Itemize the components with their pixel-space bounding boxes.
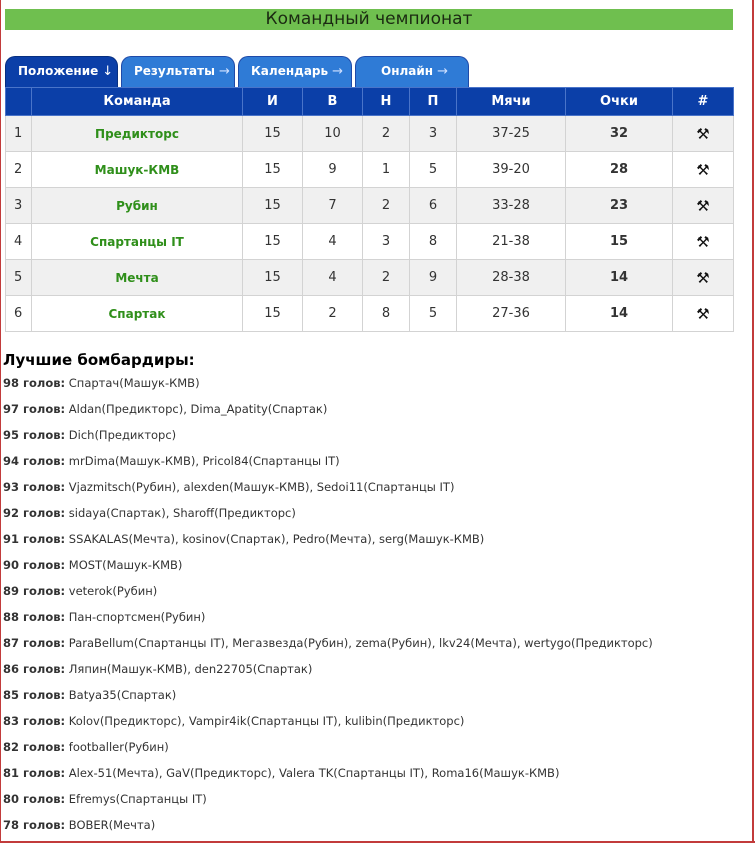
scorer-names: sidaya(Спартак), Sharoff(Предикторс): [68, 506, 296, 520]
action-cell: [673, 260, 734, 296]
tab-standings[interactable]: [5, 56, 118, 87]
tab-results-label: Результаты: [134, 64, 215, 78]
scorer-names: mrDima(Машук-КМВ), Pricol84(Спартанцы IT): [68, 454, 340, 468]
won-cell: 9: [303, 152, 363, 188]
scorer-names: ParaBellum(Спартанцы IT), Мегазвезда(Рубин), zema(Рубин), lkv24(Мечта), wertygo(Предикторс): [68, 636, 653, 650]
goal-count: 85 голов:: [3, 688, 66, 702]
table-row: [6, 188, 734, 224]
window-border-left: [0, 0, 1, 843]
won-cell: 2: [303, 296, 363, 332]
scorer-names: Batya35(Спартак): [68, 688, 177, 702]
column-header-position: [6, 88, 32, 116]
draw-cell: 2: [363, 116, 410, 152]
action-cell: [673, 116, 734, 152]
points-cell: 28: [566, 152, 673, 188]
scorer-names: Alex-51(Мечта), GaV(Предикторс), Valera TK(Спартанцы IT), Roma16(Машук-КМВ): [68, 766, 560, 780]
table-row: [6, 152, 734, 188]
scorer-names: Vjazmitsch(Рубин), alexden(Машук-КМВ), Sedoi11(Спартанцы IT): [68, 480, 455, 494]
list-item: [3, 607, 748, 633]
draw-cell: 1: [363, 152, 410, 188]
draw-cell: 3: [363, 224, 410, 260]
goal-count: 92 голов:: [3, 506, 66, 520]
list-item: [3, 789, 748, 815]
lost-cell: 3: [410, 116, 457, 152]
goal-count: 83 голов:: [3, 714, 66, 728]
goals-cell: 33-28: [457, 188, 566, 224]
arrow-right-icon: →: [437, 64, 448, 79]
column-header-draw[interactable]: Н: [363, 88, 410, 116]
goal-count: 82 голов:: [3, 740, 66, 754]
won-cell: 4: [303, 260, 363, 296]
hammer-pick-icon[interactable]: ⚒: [696, 304, 710, 323]
draw-cell: 2: [363, 188, 410, 224]
played-cell: 15: [243, 224, 303, 260]
column-header-played[interactable]: И: [243, 88, 303, 116]
goal-count: 95 голов:: [3, 428, 66, 442]
hammer-pick-icon[interactable]: ⚒: [696, 268, 710, 287]
tab-online[interactable]: [355, 56, 469, 87]
list-item: [3, 425, 748, 451]
goal-count: 78 голов:: [3, 818, 66, 832]
row-position: 3: [6, 188, 32, 224]
won-cell: 4: [303, 224, 363, 260]
column-header-actions: #: [673, 88, 734, 116]
list-item: [3, 555, 748, 581]
goal-count: 87 голов:: [3, 636, 66, 650]
list-item: [3, 529, 748, 555]
scorer-names: Пан-спортсмен(Рубин): [68, 610, 206, 624]
scorer-names: MOST(Машук-КМВ): [68, 558, 183, 572]
column-header-points[interactable]: Очки: [566, 88, 673, 116]
played-cell: 15: [243, 296, 303, 332]
action-cell: [673, 296, 734, 332]
goal-count: 94 голов:: [3, 454, 66, 468]
tab-results[interactable]: [121, 56, 235, 87]
list-item: [3, 477, 748, 503]
lost-cell: 5: [410, 152, 457, 188]
hammer-pick-icon[interactable]: ⚒: [696, 124, 710, 143]
column-header-won[interactable]: В: [303, 88, 363, 116]
row-position: 4: [6, 224, 32, 260]
list-item: [3, 399, 748, 425]
scorer-names: Efremys(Спартанцы IT): [68, 792, 207, 806]
action-cell: [673, 152, 734, 188]
team-name-link[interactable]: Мечта: [32, 260, 243, 296]
scorer-names: veterok(Рубин): [68, 584, 158, 598]
column-header-lost[interactable]: П: [410, 88, 457, 116]
list-item: [3, 373, 748, 399]
table-row: [6, 260, 734, 296]
list-item: [3, 815, 748, 841]
team-name-link[interactable]: Спартанцы IT: [32, 224, 243, 260]
scorer-names: Ляпин(Машук-КМВ), den22705(Спартак): [68, 662, 313, 676]
goals-cell: 27-36: [457, 296, 566, 332]
tab-calendar-label: Календарь: [251, 64, 329, 78]
hammer-pick-icon[interactable]: ⚒: [696, 160, 710, 179]
lost-cell: 9: [410, 260, 457, 296]
team-name-link[interactable]: Спартак: [32, 296, 243, 332]
points-cell: 23: [566, 188, 673, 224]
team-name-link[interactable]: Машук-КМВ: [32, 152, 243, 188]
window-border-right: [752, 0, 754, 843]
top-scorers-list: [3, 373, 748, 841]
table-row: [6, 296, 734, 332]
list-item: [3, 503, 748, 529]
goal-count: 90 голов:: [3, 558, 66, 572]
list-item: [3, 685, 748, 711]
draw-cell: 8: [363, 296, 410, 332]
won-cell: 10: [303, 116, 363, 152]
goals-cell: 28-38: [457, 260, 566, 296]
goal-count: 88 голов:: [3, 610, 66, 624]
action-cell: [673, 188, 734, 224]
points-cell: 14: [566, 296, 673, 332]
played-cell: 15: [243, 260, 303, 296]
row-position: 2: [6, 152, 32, 188]
scorer-names: Dich(Предикторс): [68, 428, 177, 442]
table-row: [6, 116, 734, 152]
list-item: [3, 737, 748, 763]
list-item: [3, 581, 748, 607]
played-cell: 15: [243, 116, 303, 152]
won-cell: 7: [303, 188, 363, 224]
table-header-row: [6, 88, 734, 116]
lost-cell: 8: [410, 224, 457, 260]
goal-count: 80 голов:: [3, 792, 66, 806]
list-item: [3, 451, 748, 477]
hammer-pick-icon[interactable]: ⚒: [696, 196, 710, 215]
column-header-team[interactable]: Команда: [32, 88, 243, 116]
scorer-names: BOBER(Мечта): [68, 818, 156, 832]
list-item: [3, 633, 748, 659]
scorer-names: Kolov(Предикторс), Vampir4ik(Спартанцы IT), kulibin(Предикторс): [68, 714, 465, 728]
row-position: 1: [6, 116, 32, 152]
goals-cell: 21-38: [457, 224, 566, 260]
goal-count: 86 голов:: [3, 662, 66, 676]
scorer-names: Aldan(Предикторс), Dima_Apatity(Спартак): [68, 402, 328, 416]
scorer-names: Спартач(Машук-КМВ): [68, 376, 200, 390]
scorer-names: footballer(Рубин): [68, 740, 169, 754]
standings-table: [5, 87, 734, 332]
tab-standings-label: Положение: [18, 64, 99, 78]
list-item: [3, 763, 748, 789]
lost-cell: 5: [410, 296, 457, 332]
table-row: [6, 224, 734, 260]
action-cell: [673, 224, 734, 260]
goals-cell: 37-25: [457, 116, 566, 152]
tab-online-label: Онлайн: [381, 64, 434, 78]
played-cell: 15: [243, 188, 303, 224]
hammer-pick-icon[interactable]: ⚒: [696, 232, 710, 251]
goal-count: 97 голов:: [3, 402, 66, 416]
tab-calendar[interactable]: [238, 56, 352, 87]
page-title: Командный чемпионат: [5, 9, 733, 30]
points-cell: 32: [566, 116, 673, 152]
lost-cell: 6: [410, 188, 457, 224]
goal-count: 89 голов:: [3, 584, 66, 598]
goals-cell: 39-20: [457, 152, 566, 188]
team-name-link[interactable]: Предикторс: [32, 116, 243, 152]
arrow-right-icon: →: [332, 64, 343, 79]
list-item: [3, 711, 748, 737]
draw-cell: 2: [363, 260, 410, 296]
team-name-link[interactable]: Рубин: [32, 188, 243, 224]
arrow-right-icon: →: [218, 64, 230, 79]
points-cell: 14: [566, 260, 673, 296]
goal-count: 91 голов:: [3, 532, 66, 546]
arrow-down-icon: ↓: [102, 64, 114, 79]
goal-count: 81 голов:: [3, 766, 66, 780]
column-header-goals[interactable]: Мячи: [457, 88, 566, 116]
top-scorers-heading: Лучшие бомбардиры:: [3, 351, 195, 369]
row-position: 6: [6, 296, 32, 332]
list-item: [3, 659, 748, 685]
row-position: 5: [6, 260, 32, 296]
goal-count: 98 голов:: [3, 376, 66, 390]
points-cell: 15: [566, 224, 673, 260]
played-cell: 15: [243, 152, 303, 188]
scorer-names: SSAKALAS(Мечта), kosinov(Спартак), Pedro(Мечта), serg(Машук-КМВ): [68, 532, 485, 546]
goal-count: 93 голов:: [3, 480, 66, 494]
